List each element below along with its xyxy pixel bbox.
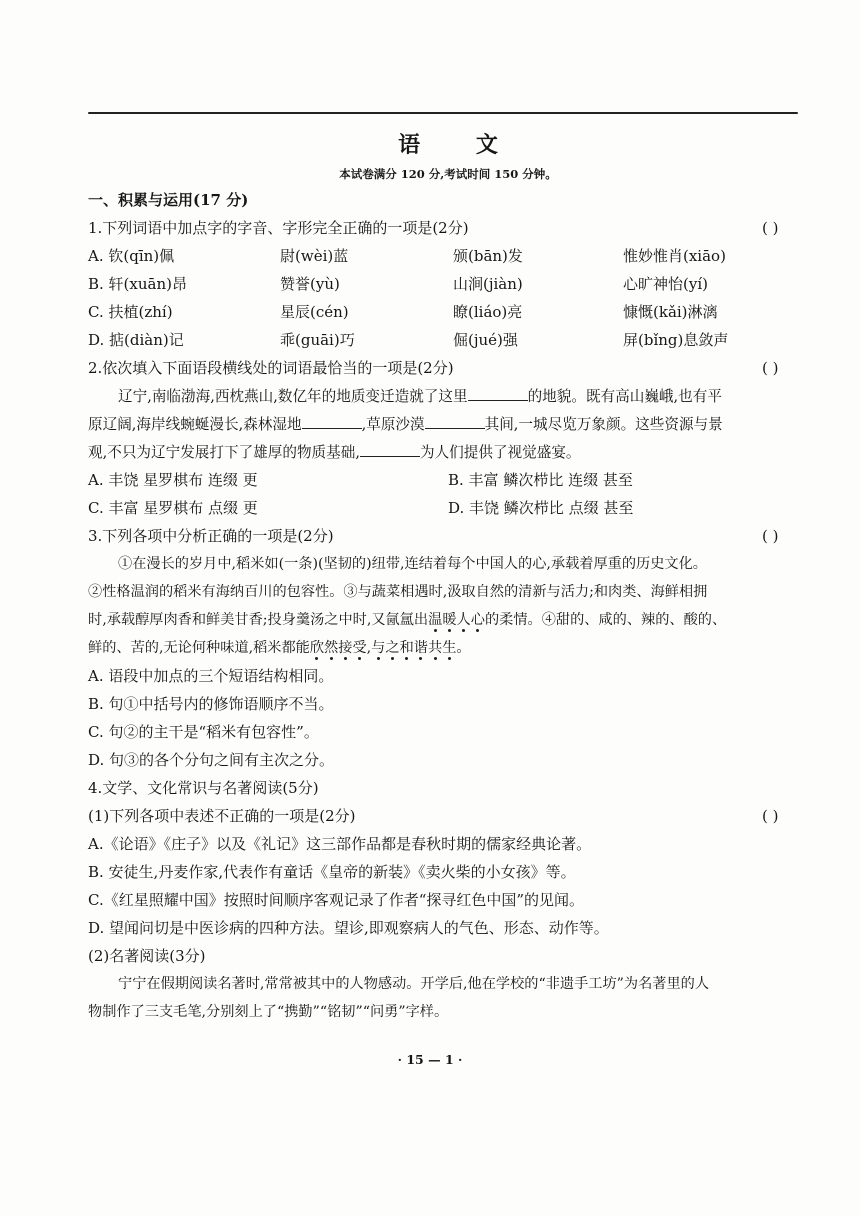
page-number: · 15 — 1 ·	[397, 1052, 463, 1067]
answer-paren-4: ( )	[762, 807, 779, 825]
dotted-char: 共	[427, 640, 443, 656]
q1-word: 尉(wèi)蓝	[280, 247, 349, 265]
dotted-char: 人	[456, 612, 471, 628]
q3-passage: ①在漫长的岁月中,稻米如(一条)(坚韧的)纽带,连结着每个中国人的心,承载着厚重的历史文化。 ②性格温润的稻米有海纳百川的包容性。③与蔬菜相遇时,汲取自然的清新与活力;和肉类、海鲜相拥 时,承载醇厚肉香和鲜美甘香;投身羹汤之中时,又氤氲出温暖人心的柔情。④甜的、咸的、辣的、酸的、 鲜的、苦的,无论何种味道,稻米都能欣然接受,与之和谐共生。	[88, 556, 727, 656]
dotted-char: 心	[470, 612, 485, 628]
q1-option-d: D. 掂(diàn)记	[88, 331, 184, 349]
dotted-char: 和	[399, 640, 414, 656]
q4-sub2: (2)名著阅读(3分)	[88, 947, 206, 965]
q1-option-b: B. 轩(xuān)昂	[88, 275, 187, 293]
dotted-phrase-1	[428, 612, 485, 628]
question-4-stem: 4.文学、文化常识与名著阅读(5分)	[88, 779, 319, 797]
blank-4[interactable]	[360, 438, 420, 457]
q2-option-c: C. 丰富 星罗棋布 点缀 更	[88, 499, 258, 517]
dotted-char: 与	[371, 640, 386, 656]
q3-option-d: D. 句③的各个分句之间有主次之分。	[88, 751, 335, 769]
q4-option-c: C.《红星照耀中国》按照时间顺序客观记录了作者“探寻红色中国”的见闻。	[88, 891, 585, 909]
q4-option-a: A.《论语》《庄子》以及《礼记》这三部作品都是春秋时期的儒家经典论著。	[88, 835, 592, 853]
blank-2[interactable]	[302, 410, 362, 429]
question-3-stem	[88, 522, 808, 550]
q4-passage: 宁宁在假期阅读名著时,常常被其中的人物感动。开学后,他在学校的“非遗手工坊”为名著里的人 物制作了三支毛笔,分别刻上了“携勤”“铭韧”“问勇”字样。	[88, 976, 710, 1020]
q4-sub1	[88, 802, 808, 830]
dotted-phrase-2	[310, 640, 367, 656]
dotted-phrase-3	[371, 640, 456, 656]
q4-option-d: D. 望闻问切是中医诊病的四种方法。望诊,即观察病人的气色、形态、动作等。	[88, 919, 609, 937]
q1-row-c	[88, 298, 808, 326]
dotted-char: 然	[324, 640, 339, 656]
answer-paren-1: ( )	[762, 219, 779, 237]
q2-option-a: A. 丰饶 星罗棋布 连缀 更	[88, 471, 258, 489]
question-1-text: 1.下列词语中加点字的字音、字形完全正确的一项是(2分)	[88, 219, 469, 237]
answer-paren-3: ( )	[762, 527, 779, 545]
q1-word: 星辰(cén)	[280, 303, 349, 321]
dotted-char: 暖	[442, 612, 457, 628]
answer-paren-2: ( )	[762, 359, 779, 377]
exam-info: 本试卷满分 120 分,考试时间 150 分钟。	[339, 167, 557, 181]
q4-option-b: B. 安徒生,丹麦作家,代表作有童话《皇帝的新装》《卖火柴的小女孩》等。	[88, 863, 576, 881]
exam-page	[88, 128, 808, 1026]
q1-word: 赞誉(yù)	[280, 275, 340, 293]
q2-option-b: B. 丰富 鳞次栉比 连缀 甚至	[448, 471, 633, 489]
q1-word: 心旷神怡(yí)	[623, 275, 708, 293]
q3-option-c: C. 句②的主干是“稻米有包容性”。	[88, 723, 319, 741]
dotted-char: 温	[428, 612, 443, 628]
dotted-char: 谐	[413, 640, 428, 656]
blank-3[interactable]	[425, 410, 485, 429]
q1-word: 山涧(jiàn)	[453, 275, 523, 293]
q2-option-d: D. 丰饶 鳞次栉比 点缀 甚至	[448, 499, 634, 517]
dotted-char: 接	[338, 640, 353, 656]
dotted-char: 之	[385, 640, 400, 656]
page-title: 语 文	[398, 132, 522, 158]
q4-sub1-text: (1)下列各项中表述不正确的一项是(2分)	[88, 807, 356, 825]
q1-word: 瞭(liáo)亮	[453, 303, 523, 321]
q1-word: 慷慨(kǎi)淋漓	[623, 303, 718, 321]
question-3-text: 3.下列各项中分析正确的一项是(2分)	[88, 527, 334, 545]
q1-option-a: A. 钦(qīn)佩	[88, 247, 175, 265]
dotted-char: 受	[352, 640, 367, 656]
q1-row-b	[88, 270, 808, 298]
q1-row-a	[88, 242, 808, 270]
q1-row-d	[88, 326, 808, 354]
q2-options-ab	[88, 466, 808, 494]
q3-option-b: B. 句①中括号内的修饰语顺序不当。	[88, 695, 334, 713]
q2-options-cd	[88, 494, 808, 522]
q3-option-a: A. 语段中加点的三个短语结构相同。	[88, 667, 334, 685]
q1-option-c: C. 扶植(zhí)	[88, 303, 173, 321]
question-2-stem	[88, 354, 808, 382]
q1-word: 屏(bǐng)息敛声	[623, 331, 729, 349]
q1-word: 颁(bān)发	[453, 247, 523, 265]
question-2-text: 2.依次填入下面语段横线处的词语最恰当的一项是(2分)	[88, 359, 454, 377]
q1-word: 惟妙惟肖(xiāo)	[623, 247, 726, 265]
dotted-char: 生	[442, 640, 457, 656]
q1-word: 倔(jué)强	[453, 331, 518, 349]
q2-passage: 辽宁,南临渤海,西枕燕山,数亿年的地质变迁造就了这里 的地貌。既有高山巍峨,也有平 原辽阔,海岸线蜿蜒漫长,森林湿地 ,草原沙漠 其间,一城尽览万象颜。这些资源与景 观,不只为辽宁发展打下了雄厚的物质基础, 为人们提供了视觉盛宴。	[88, 382, 808, 466]
question-1-stem	[88, 214, 808, 242]
top-rule	[88, 112, 798, 114]
blank-1[interactable]	[468, 382, 528, 401]
dotted-char: 欣	[309, 640, 325, 656]
q1-word: 乖(guāi)巧	[280, 331, 355, 349]
section-heading: 一、积累与运用(17 分)	[88, 191, 249, 209]
